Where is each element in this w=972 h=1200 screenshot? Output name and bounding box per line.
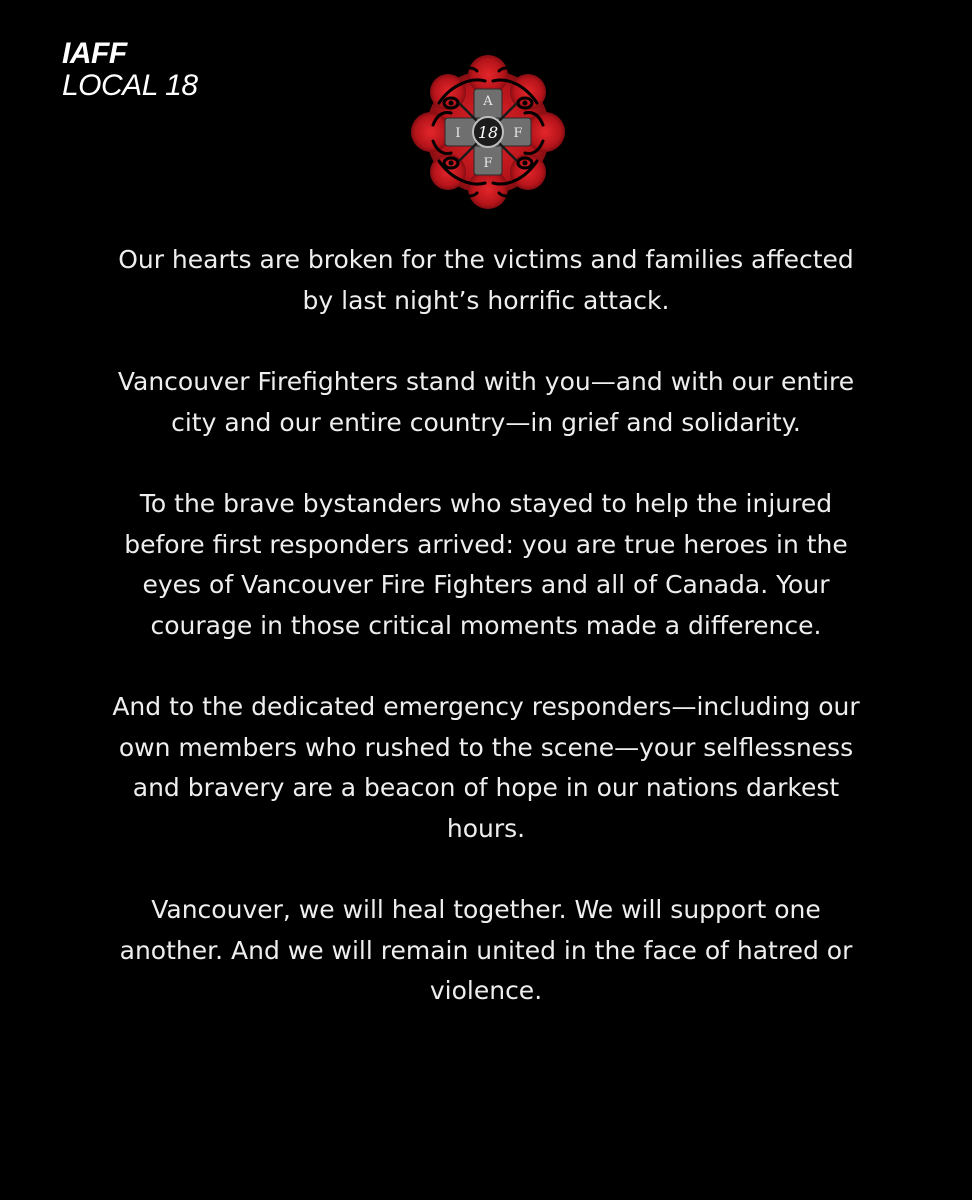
org-name-line2: LOCAL 18 — [62, 69, 198, 102]
org-name-line1: IAFF — [62, 37, 127, 70]
org-name — [62, 38, 198, 102]
iaff-logo-icon — [411, 55, 565, 209]
statement-paragraph: To the brave bystanders who stayed to help the injured before first responders arrived: you are true heroes in the eyes of Vancouver Fire Fighters and all of Canada. Your courage in those critical moments made a difference. — [124, 489, 848, 640]
logo-letter-left: I — [455, 126, 461, 141]
logo-letter-bottom: F — [483, 156, 493, 171]
logo-center-number: 18 — [477, 123, 499, 142]
statement-paragraph: And to the dedicated emergency responders—including our own members who rushed to the scene—your selflessness and bravery are a beacon of hope in our nations darkest hours. — [112, 692, 860, 843]
statement-paragraph: Our hearts are broken for the victims and families affected by last night’s horrific attack. — [118, 245, 854, 315]
statement-paragraph: Vancouver Firefighters stand with you—and with our entire city and our entire country—in grief and solidarity. — [117, 367, 855, 437]
logo-letter-right: F — [513, 126, 523, 141]
logo-letter-top: A — [483, 94, 493, 109]
statement-body — [110, 240, 862, 1012]
statement-paragraph: Vancouver, we will heal together. We will support one another. And we will remain united in the face of hatred or violence. — [119, 895, 853, 1005]
